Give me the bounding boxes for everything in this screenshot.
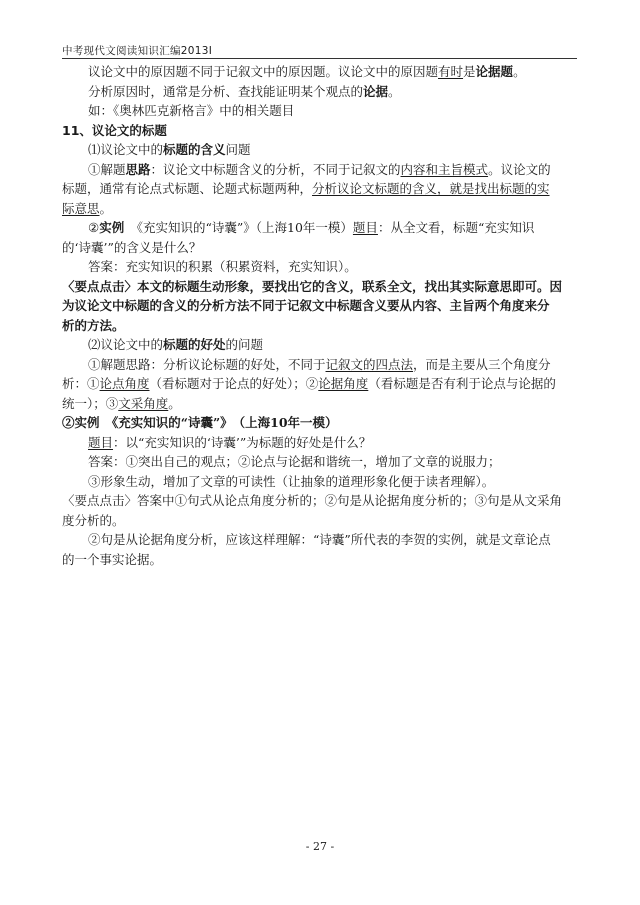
text-span: 统一）；③	[62, 395, 119, 411]
text-span: 。	[388, 83, 401, 99]
underlined-text: 有时	[438, 64, 464, 79]
text-span: ：从全文看，标题“充实知识	[377, 220, 535, 235]
paragraph-line: 答案：充实知识的积累（积累资料，充实知识）。	[88, 259, 357, 274]
paragraph-line: ②句是从论据角度分析，应该这样理解：“诗囊”所代表的李贺的实例，就是文章论点	[88, 532, 551, 547]
underlined-text: 论据角度	[318, 376, 369, 391]
text-span: 析：①	[62, 376, 100, 391]
paragraph-line	[62, 199, 578, 219]
subsection-heading	[62, 140, 578, 160]
underlined-text: 际意思	[62, 200, 100, 216]
key-point-line: 析的方法。	[62, 317, 125, 333]
text-span: 议论文中的原因题不同于记叙文中的原因题。议论文中的原因题	[88, 64, 439, 79]
text-span: （看标题对于论点的好处）；②	[149, 376, 319, 391]
page-body	[62, 62, 578, 569]
text-span: ⑴议论文中的	[88, 142, 164, 157]
bold-text: 实例	[99, 220, 125, 235]
key-point-line: 〈要点点击〉答案中①句式从论点角度分析的；②句是从论据角度分析的；③句是从文采角	[62, 493, 563, 508]
paragraph-line	[62, 433, 578, 453]
underlined-text: 分析议论文标题的含义，就是找出标题的实	[312, 181, 550, 196]
paragraph-line	[62, 218, 578, 238]
underlined-text: 论点角度	[99, 376, 150, 391]
text-span: （看标题是否有利于论点与论据的	[368, 376, 556, 391]
text-span: 。	[513, 64, 526, 79]
underlined-text: 题目	[88, 434, 114, 450]
underlined-text: 题目	[352, 220, 378, 235]
bold-text: 论据题	[475, 64, 514, 79]
key-point-line: 为议论文中标题的含义的分析方法不同于记叙文中标题含义要从内容、主旨两个角度来分	[62, 298, 550, 313]
paragraph-line	[62, 179, 578, 199]
page-number: - 27 -	[305, 840, 335, 853]
text-span: ：以“充实知识的‘诗囊’”为标题的好处是什么？	[113, 434, 372, 450]
underlined-text: 文采角度	[118, 395, 169, 411]
text-span: ①解题思路：分析议论标题的好处，不同于	[88, 356, 326, 372]
paragraph-line: 答案：①突出自己的观点；②论点与论据和谐统一，增加了文章的说服力；	[88, 454, 501, 469]
bold-text: 标题的含义	[163, 142, 226, 157]
bold-text: 思路	[125, 161, 151, 177]
text-span: 是	[463, 64, 476, 79]
bold-text: 论据	[363, 83, 389, 99]
text-span: 。	[99, 200, 113, 216]
paragraph-line	[62, 394, 578, 414]
text-span: 。	[168, 395, 181, 411]
text-span: ②	[88, 220, 100, 235]
text-span: 问题	[225, 142, 251, 157]
paragraph-line: 的‘诗囊’”的含义是什么？	[62, 239, 202, 255]
paragraph-line	[62, 62, 578, 82]
example-heading: ②实例 《充实知识的“诗囊”》 （上海10年一模）	[62, 415, 338, 430]
text-span: ：议论文中标题含义的分析，不同于记叙文的	[150, 161, 401, 177]
text-span: ⑵议论文中的	[88, 337, 164, 352]
paragraph-line	[62, 374, 578, 394]
underlined-text: 记叙文的四点法	[325, 356, 414, 372]
paragraph-line: 如：《奥林匹克新格言》中的相关题目	[88, 103, 295, 118]
paragraph-line: ③形象生动，增加了文章的可读性（让抽象的道理形象化便于读者理解）。	[88, 473, 495, 489]
paragraph-line: 度分析的。	[62, 512, 125, 528]
text-span: ，而是主要从三个角度分	[413, 356, 551, 372]
subsection-heading	[62, 335, 578, 355]
key-point-line: 〈要点点击〉本文的标题生动形象，要找出它的含义，联系全文，找出其实际意思即可。因	[62, 278, 563, 294]
bold-text: 标题的好处	[163, 337, 226, 352]
text-span: 《充实知识的“诗囊”》（上海10年一模）	[124, 220, 353, 235]
paragraph-line	[62, 355, 578, 375]
running-header: 中考现代文阅读知识汇编2013Ⅰ	[62, 45, 213, 57]
header-rule	[62, 58, 577, 59]
underlined-text: 内容和主旨模式	[400, 161, 489, 177]
text-span: ①解题	[88, 161, 126, 177]
text-span: 分析原因时，通常是分析、查找能证明某个观点的	[88, 83, 364, 99]
text-span: 。议论文的	[488, 161, 551, 177]
paragraph-line	[62, 160, 578, 180]
section-heading: 11、议论文的标题	[62, 122, 167, 138]
text-span: 的问题	[225, 337, 264, 352]
paragraph-line: 的一个事实论据。	[62, 551, 163, 567]
text-span: 标题，通常有论点式标题、论题式标题两种，	[62, 181, 313, 196]
paragraph-line	[62, 82, 578, 102]
